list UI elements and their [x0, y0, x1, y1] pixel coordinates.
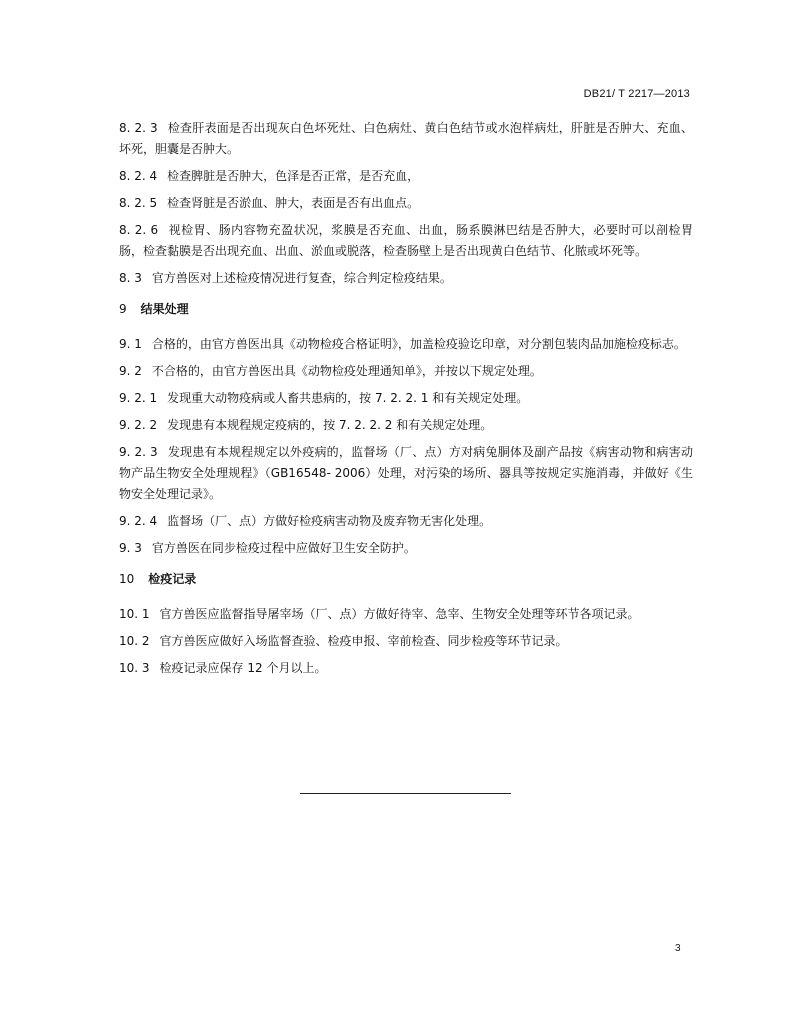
clause-number: 8. 3 [119, 271, 142, 285]
clause-text: 官方兽医应做好入场监督查验、检疫申报、宰前检查、同步检疫等环节记录。 [159, 634, 568, 648]
clause-paragraph [119, 604, 693, 625]
clause-text: 检查肾脏是否淤血、肿大，表面是否有出血点。 [167, 196, 420, 210]
clause-paragraph [119, 442, 693, 505]
clause-number: 8. 2. 6 [119, 223, 159, 237]
clause-paragraph [119, 268, 693, 289]
clause-text: 视检胃、肠内容物充盈状况，浆膜是否充血、出血，肠系膜淋巴结是否肿大，必要时可以剖检胃肠，检查黏膜是否出现充血、出血、淤血或脱落，检查肠壁上是否出现黄白色结节、化脓或坏死等。 [119, 223, 693, 258]
page-number: 3 [675, 943, 681, 954]
clause-text: 官方兽医应监督指导屠宰场（厂、点）方做好待宰、急宰、生物安全处理等环节各项记录。 [159, 607, 640, 621]
section-heading [119, 569, 693, 590]
clause-number: 9. 2. 3 [119, 445, 158, 459]
clause-number: 9. 2. 4 [119, 514, 158, 528]
clause-text: 官方兽医在同步检疫过程中应做好卫生安全防护。 [151, 541, 416, 555]
clause-paragraph [119, 511, 693, 532]
clause-text: 发现患有本规程规定疫病的，按 7. 2. 2. 2 和有关规定处理。 [167, 418, 493, 432]
clause-paragraph [119, 166, 693, 187]
clause-number: 10. 1 [119, 607, 150, 621]
clause-text: 检查脾脏是否肿大，色泽是否正常，是否充血， [167, 169, 420, 183]
clause-text: 官方兽医对上述检疫情况进行复查，综合判定检疫结果。 [151, 271, 452, 285]
clause-number: 9. 3 [119, 541, 142, 555]
clause-number: 8. 2. 5 [119, 196, 158, 210]
clause-number: 10. 3 [119, 661, 150, 675]
clause-paragraph [119, 193, 693, 214]
clause-text: 发现患有本规程规定以外疫病的，监督场（厂、点）方对病兔胴体及副产品按《病害动物和病害动物产品生物安全处理规程》（GB16548- 2006）处理，对污染的场所、器具等按规定实施消毒，并做好《生物安全处理记录》。 [119, 445, 693, 501]
standard-code: DB21/ T 2217—2013 [583, 88, 690, 100]
clause-text: 发现重大动物疫病或人畜共患病的，按 7. 2. 2. 1 和有关规定处理。 [167, 391, 529, 405]
clause-number: 8. 2. 3 [119, 121, 158, 135]
clause-number: 10 [119, 572, 135, 586]
clause-paragraph [119, 220, 693, 262]
clause-paragraph [119, 334, 693, 355]
clause-paragraph [119, 415, 693, 436]
clause-text: 检疫记录应保存 12 个月以上。 [159, 661, 327, 675]
clause-text: 不合格的，由官方兽医出具《动物检疫处理通知单》，并按以下规定处理。 [151, 364, 542, 378]
clause-number: 9. 2 [119, 364, 142, 378]
clause-text: 检查肝表面是否出现灰白色坏死灶、白色病灶、黄白色结节或水泡样病灶，肝脏是否肿大、充血、坏死，胆囊是否肿大。 [119, 121, 693, 156]
clause-paragraph [119, 538, 693, 559]
clause-paragraph [119, 118, 693, 160]
clause-number: 9 [119, 302, 127, 316]
section-heading-text: 结果处理 [140, 302, 189, 316]
section-heading [119, 299, 693, 320]
section-heading-text: 检疫记录 [148, 572, 197, 586]
end-divider-line [300, 793, 511, 794]
clause-paragraph [119, 388, 693, 409]
clause-paragraph [119, 631, 693, 652]
clause-text: 监督场（厂、点）方做好检疫病害动物及废弃物无害化处理。 [167, 514, 492, 528]
clause-number: 9. 2. 2 [119, 418, 158, 432]
clause-number: 10. 2 [119, 634, 150, 648]
clause-number: 9. 1 [119, 337, 142, 351]
document-body [119, 118, 693, 685]
clause-paragraph [119, 361, 693, 382]
clause-paragraph [119, 658, 693, 679]
clause-number: 9. 2. 1 [119, 391, 158, 405]
clause-number: 8. 2. 4 [119, 169, 158, 183]
clause-text: 合格的，由官方兽医出具《动物检疫合格证明》，加盖检疫验讫印章，对分割包装肉品加施检疫标志。 [151, 337, 686, 351]
